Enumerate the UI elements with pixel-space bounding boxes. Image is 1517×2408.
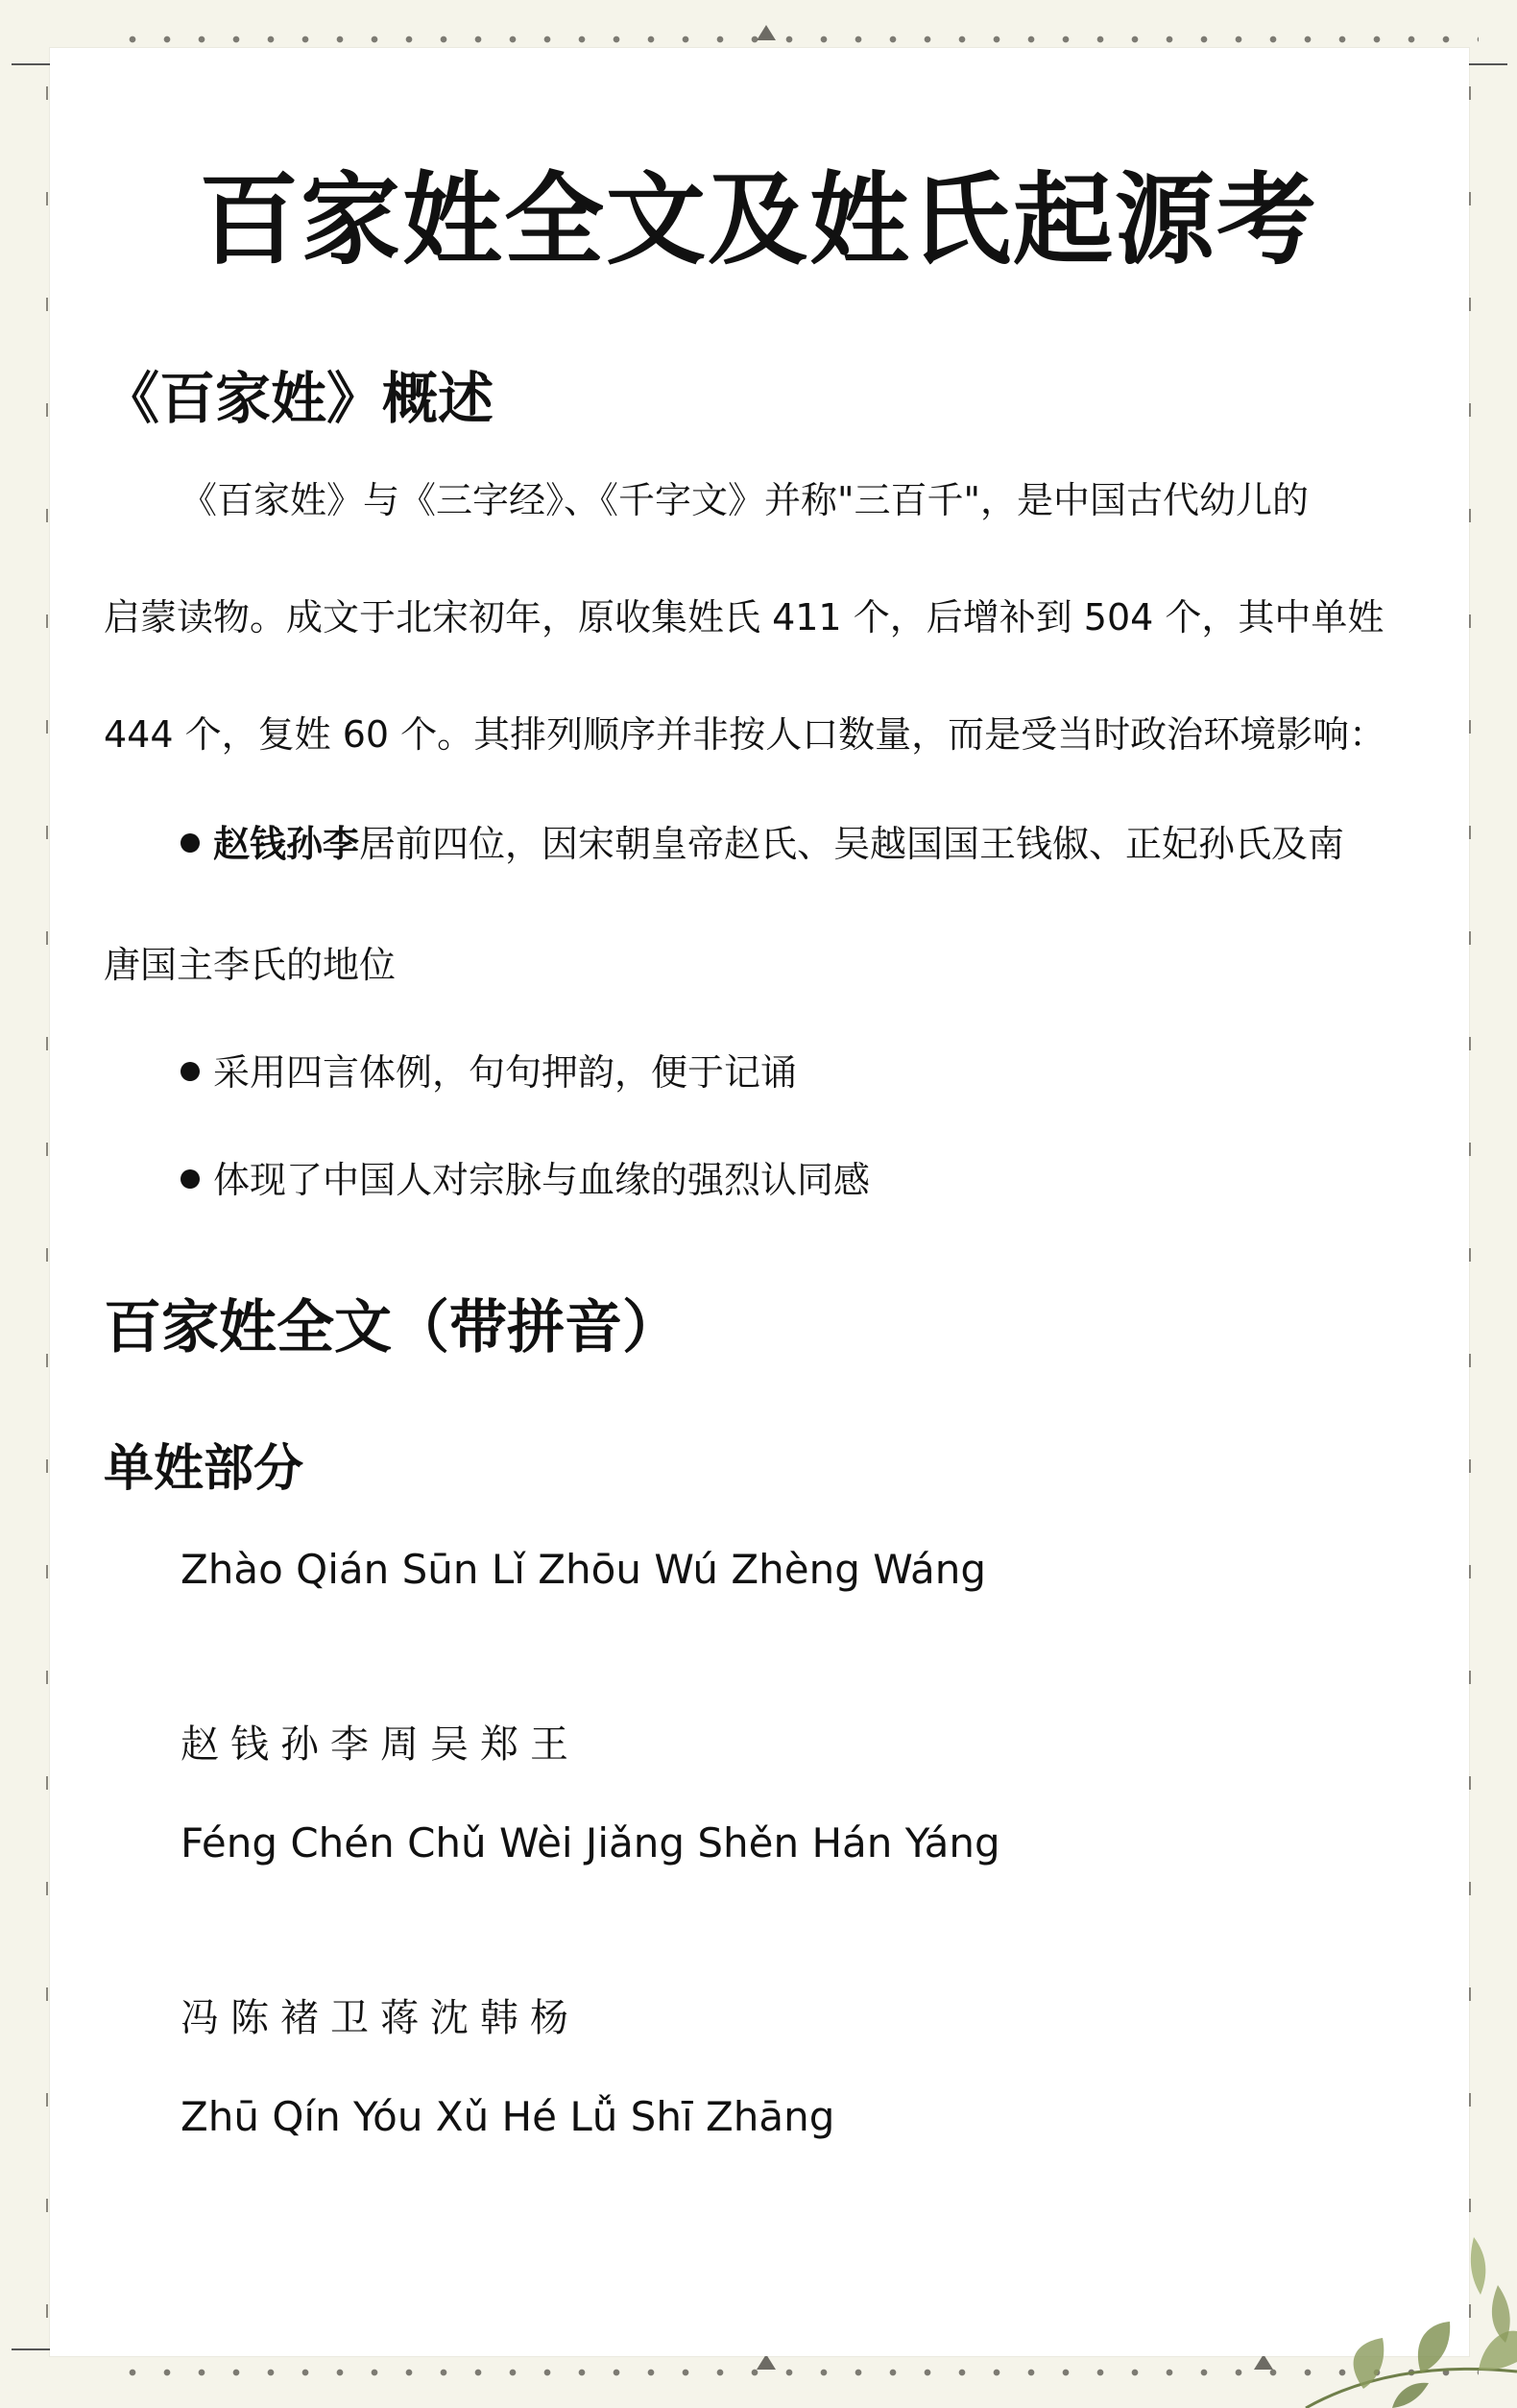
bullet-dot-icon xyxy=(181,1169,200,1189)
overview-heading: 《百家姓》概述 xyxy=(104,366,494,431)
bullet-bold-text: 赵钱孙李 xyxy=(213,823,360,865)
bullet-item xyxy=(181,1043,1486,1096)
bullet-text: 采用四言体例，句句押韵，便于记诵 xyxy=(213,1051,798,1094)
triangle-ornament-icon xyxy=(1254,2354,1273,2370)
corner-line xyxy=(12,2348,50,2350)
bullet-text: 居前四位，因宋朝皇帝赵氏、吴越国国王钱俶、正妃孙氏及南 xyxy=(359,823,1345,865)
overview-paragraph-line: 启蒙读物。成文于北宋初年，原收集姓氏 411 个，后增补到 504 个，其中单姓 xyxy=(104,596,1385,638)
bullet-dot-icon xyxy=(181,1062,200,1081)
bullet-item xyxy=(181,814,1486,867)
bullet-text: 体现了中国人对宗脉与血缘的强烈认同感 xyxy=(213,1159,871,1201)
hanzi-line: 赵钱孙李周吴郑王 xyxy=(181,1722,580,1767)
page-title: 百家姓全文及姓氏起源考 xyxy=(198,161,1318,278)
top-dotted-border xyxy=(115,33,1479,46)
fulltext-heading: 百家姓全文（带拼音） xyxy=(104,1294,680,1361)
single-surname-heading: 单姓部分 xyxy=(104,1440,304,1498)
bottom-dotted-border xyxy=(115,2366,1479,2379)
overview-paragraph-line: 444 个，复姓 60 个。其排列顺序并非按人口数量，而是受当时政治环境影响： xyxy=(104,713,1386,756)
pinyin-line: Féng Chén Chǔ Wèi Jiǎng Shěn Hán Yáng xyxy=(181,1819,1000,1866)
pinyin-line: Zhào Qián Sūn Lǐ Zhōu Wú Zhèng Wáng xyxy=(181,1546,987,1593)
triangle-ornament-icon xyxy=(757,25,776,40)
overview-paragraph-line: 《百家姓》与《三字经》、《千字文》并称"三百千"，是中国古代幼儿的 xyxy=(181,479,1309,521)
bullet-item xyxy=(181,1150,1486,1203)
bullet-continuation: 唐国主李氏的地位 xyxy=(104,944,397,986)
bullet-dot-icon xyxy=(181,833,200,853)
corner-line xyxy=(1469,63,1507,65)
hanzi-line: 冯陈褚卫蒋沈韩杨 xyxy=(181,1996,580,2040)
triangle-ornament-icon xyxy=(757,2354,776,2370)
pinyin-line: Zhū Qín Yóu Xǔ Hé Lǚ Shī Zhāng xyxy=(181,2093,835,2140)
corner-line xyxy=(12,63,50,65)
leaf-decoration-icon xyxy=(1277,2218,1517,2408)
